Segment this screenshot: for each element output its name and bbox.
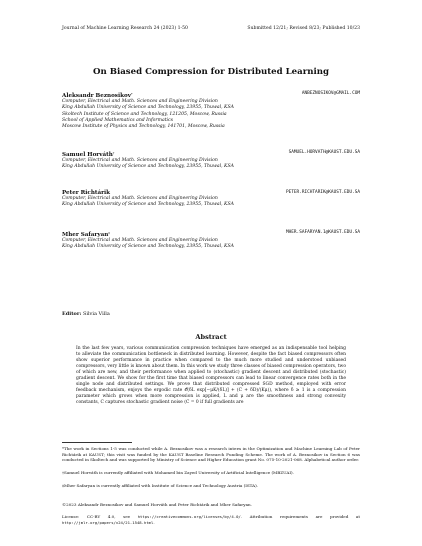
license-suffix: . xyxy=(153,519,155,525)
author-block xyxy=(62,190,360,209)
author-name: Mher Safaryan‡ xyxy=(62,231,110,238)
abstract-body: In the last few years, various communication compression techniques have emerged as an indispensable tool helping to alleviate the communication bottleneck in distributed learning. However, despite the fact biased compressors often show superior performance in practice when compared to the much more studied and understood unbiased compressors, very little is known about them. In this work we study three classes of biased compression operators, two of which are new, and their performance when applied to (stochastic) gradient descent and distributed (stochastic) gradient descent. We show for the first time that biased compressors can lead to linear convergence rates both in the single node and distributed settings. We prove that distributed compressed SGD method, employed with error feedback mechanism, enjoys the ergodic rate 𝒪(δL exp[−μK/(δL)] + (C + δD)/(Kμ)), where δ ≥ 1 is a compression parameter which grows when more compression is applied, L and μ are the smoothness and strong convexity constants, C captures stochastic gradient noise (C = 0 if full gradients are xyxy=(76,346,346,405)
affiliation-line: School of Applied Mathematics and Informatics xyxy=(62,117,173,123)
running-header xyxy=(62,26,360,31)
affiliation-line: King Abdullah University of Science and Technology, 23955, Thuwal, KSA xyxy=(62,105,234,111)
affiliation-line: Computer, Electrical and Math. Sciences and Engineering Division xyxy=(62,238,218,244)
affiliation-line: King Abdullah University of Science and Technology, 23955, Thuwal, KSA xyxy=(62,244,234,250)
author-name: Aleksandr Beznosikov* xyxy=(62,92,133,99)
editor-name: Silvia Villa xyxy=(82,311,110,317)
copyright-line: ©2023 Aleksandr Beznosikov and Samuel Horváth and Peter Richtárik and Mher Safaryan. xyxy=(62,502,252,507)
author-email[interactable]: PETER.RICHTARIK@KAUST.EDU.SA xyxy=(285,190,360,195)
paper-title: On Biased Compression for Distributed Learning xyxy=(92,67,330,77)
author-name: Samuel Horváth† xyxy=(62,151,115,158)
editor-line xyxy=(62,311,110,317)
footnote: *The work in Sections 1-5 was conducted while A. Beznosikov was a research intern in the Optimization and Machine Learning Lab of Peter Richtárik at KAUST; this visit was funded by the KAUST Baseline Research Funding Scheme. The work of A. Beznosikov in Section 6 was conducted in Skoltech and was supported by Ministry of Science and Higher Education grant No. 075-10-2021-068. Alphabetical author order. xyxy=(62,446,360,463)
affiliation-line: Skoltech Institute of Science and Technology, 121205, Moscow, Russia xyxy=(62,111,227,117)
journal-citation: Journal of Machine Learning Research 24 (2023) 1-50 xyxy=(62,26,188,31)
footnote: ‡Mher Safaryan is currently affiliated with Institute of Science and Technology Austria (ISTA). xyxy=(62,483,259,488)
author-email[interactable]: MHER.SAFARYAN.1@KAUST.EDU.SA xyxy=(285,230,360,235)
footnote-rule xyxy=(62,442,132,443)
editor-label: Editor: xyxy=(62,311,82,317)
abstract-heading: Abstract xyxy=(195,333,227,341)
affiliation-line: King Abdullah University of Science and Technology, 23955, Thuwal, KSA xyxy=(62,164,234,170)
paper-link[interactable]: http://jmlr.org/papers/v24/21-1548.html xyxy=(62,519,154,525)
author-email[interactable]: SAMUEL.HORVATH@KAUST.EDU.SA xyxy=(288,150,360,155)
license-prefix: License: CC-BY 4.0, see xyxy=(62,514,131,519)
author-name: Peter Richtárik xyxy=(62,190,111,196)
license-link[interactable]: https://creativecommons.org/licenses/by/4.0/ xyxy=(137,514,241,519)
submission-dates: Submitted 12/21; Revised 8/23; Published 10/23 xyxy=(247,26,360,31)
author-block xyxy=(62,230,360,251)
author-email[interactable]: ANBEZNOSIKOV@GMAIL.COM xyxy=(301,91,360,96)
author-block xyxy=(62,91,360,130)
affiliation-line: Computer, Electrical and Math. Sciences and Engineering Division xyxy=(62,196,218,202)
affiliation-line: Computer, Electrical and Math. Sciences and Engineering Division xyxy=(62,99,218,105)
affiliation-line: King Abdullah University of Science and Technology, 23955, Thuwal, KSA xyxy=(62,202,234,208)
license-line xyxy=(62,514,360,525)
license-middle: . Attribution requirements are provided at xyxy=(240,514,360,519)
affiliation-line: Moscow Institute of Physics and Technology, 141701, Moscow, Russia xyxy=(62,124,225,130)
author-block xyxy=(62,150,360,171)
footnote: †Samuel Horváth is currently affiliated with Mohamed bin Zayed University of Artificial Intelligence (MBZUAI). xyxy=(62,470,294,475)
affiliation-line: Computer, Electrical and Math. Sciences and Engineering Division xyxy=(62,158,218,164)
